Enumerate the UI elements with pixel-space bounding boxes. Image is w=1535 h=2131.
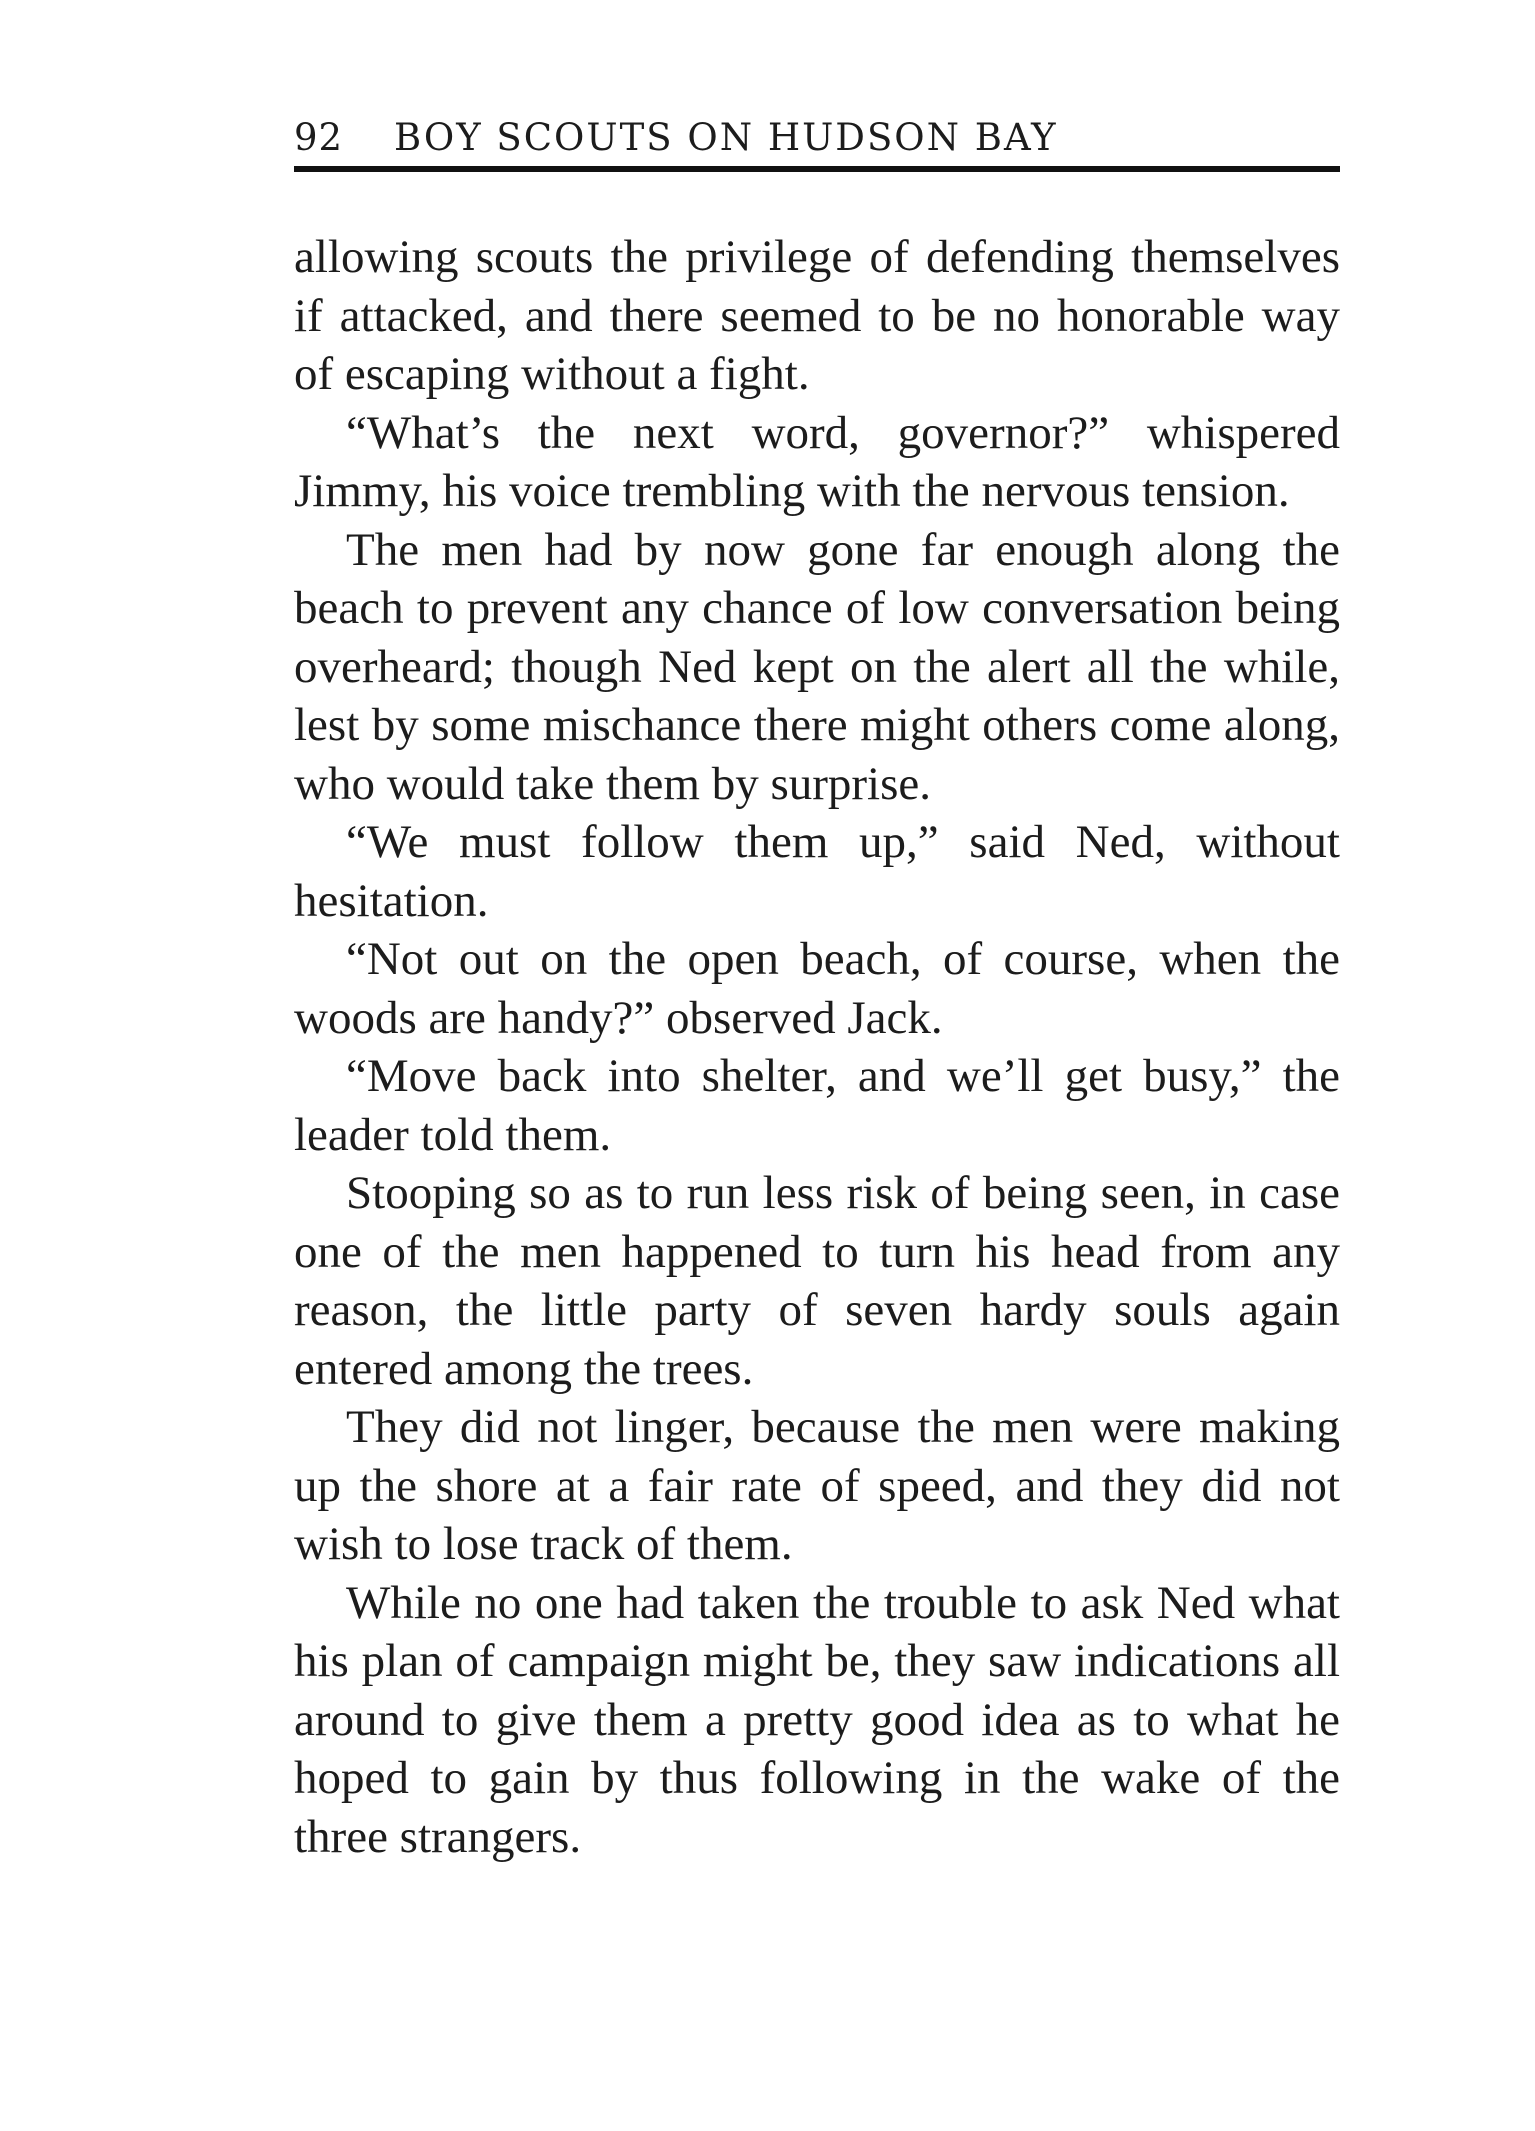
paragraph: Stooping so as to run less risk of being seen, in case one of the men happened to turn his head from any reason, the little party of seven hardy souls again entered among the trees.: [294, 1167, 1340, 1395]
paragraph: They did not linger, because the men were making up the shore at a fair rate of speed, and they did not wish to lose track of them.: [294, 1401, 1340, 1570]
paragraph-continued: allowing scouts the privilege of defending themselves if attacked, and there seemed to be no honorable way of escaping without a fight.: [294, 231, 1340, 400]
page-number: 92: [294, 116, 344, 159]
paragraph: The men had by now gone far enough along the beach to prevent any chance of low conversation being overheard; though Ned kept on the alert all the while, lest by some mischance there might others come along, who would take them by surprise.: [294, 523, 1340, 810]
paragraph: “What’s the next word, governor?” whispered Jimmy, his voice trembling with the nervous tension.: [294, 406, 1340, 517]
paragraph: While no one had taken the trouble to ask Ned what his plan of campaign might be, they saw indications all around to give them a pretty good idea as to what he hoped to gain by thus following in the wake of the three strangers.: [294, 1576, 1340, 1863]
running-header: [294, 116, 1340, 172]
paragraph: “Move back into shelter, and we’ll get busy,” the leader told them.: [294, 1050, 1340, 1161]
running-title: BOY SCOUTS ON HUDSON BAY: [394, 116, 1058, 159]
paragraph: “Not out on the open beach, of course, when the woods are handy?” observed Jack.: [294, 933, 1340, 1044]
body-text: [294, 228, 1340, 1866]
paragraph: “We must follow them up,” said Ned, without hesitation.: [294, 816, 1340, 927]
